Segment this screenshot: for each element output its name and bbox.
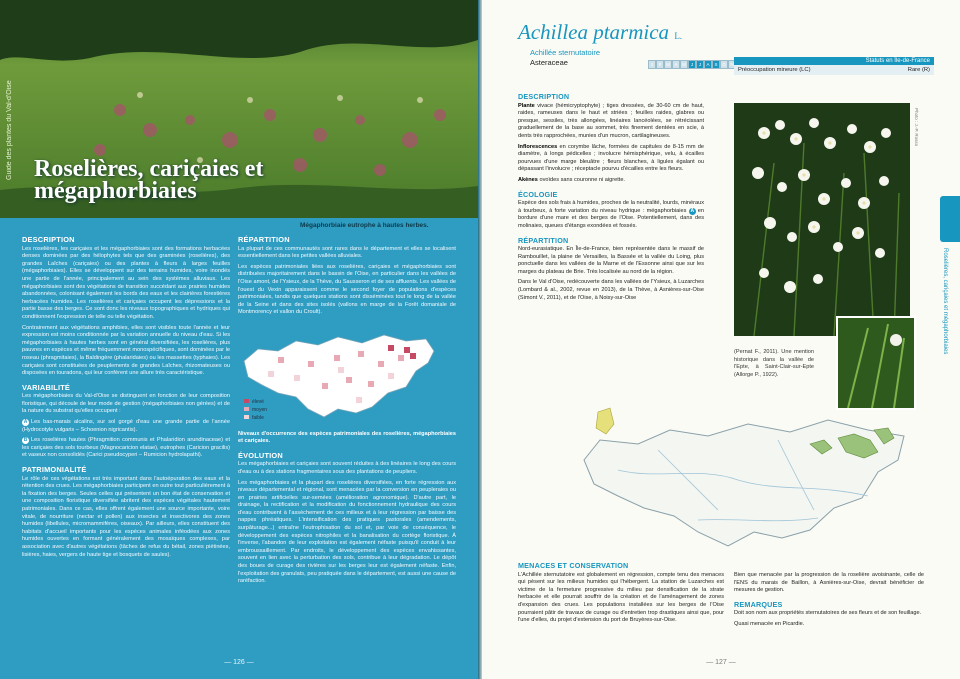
calendar-month-7: J [696,60,704,69]
species-title [518,20,682,45]
menaces-heading: MENACES ET CONSERVATION [518,561,629,570]
menaces-column [518,562,724,628]
legend-swatch-low [244,415,249,419]
legend-swatch-high [244,399,249,403]
rarity-status: Rare (R) [907,67,930,73]
legend-swatch-mid [244,407,249,411]
variabilite-item-b-text: Les roselières hautes (Phragmition communis et Phalaridion arundinaceae) et les cariçaies des sols tourbeux (Magnocaricion elatae), eutrophes (Caricion gracilis) et vaseux non consolidés (Carici pseudocyperi – Rumicion hydrolapathi). [22,437,230,459]
legend-mid-label: moyen [252,406,268,413]
right-page [482,0,960,679]
left-column-2 [238,236,456,589]
status-row [734,65,934,75]
calendar-month-1: J [648,60,656,69]
section-title-line1: Roselières, cariçaies et [34,156,264,182]
distribution-map [578,400,910,560]
threat-status: Préoccupation mineure (LC) [738,67,811,73]
left-page [0,0,478,679]
variabilite-item-b [22,437,230,460]
flowering-calendar [648,60,744,69]
description-p1: Les roselières, les cariçaies et les mégaphorbiaies sont des formations herbacées denses dominées par des hélophytes tels que des graminées (roselières), des grandes Laîches (cariçaies) ou des plantes à fleurs à larges feuilles (mégaphorbiaies). Elles se développent sur des terrains humides, voire inondés une partie de l'année, principalement au sein des systèmes alluviaux. Les mégaphorbiaies sont des végétations de transition succédant aux prairies humides abandonnées, colonisant également les bords des eaux et les clairières forestières herbacées humides. Les roselières et cariçaies occupent les dépressions et la partie basse des berges. Ce sont donc les niveaux topographiques et hydriques qui conditionnent l'expression de telle ou telle végétation. [22,245,230,320]
variabilite-item-a [22,419,230,434]
species-photo [734,103,910,336]
status-heading: Statuts en Île-de-France [734,57,934,65]
section-title [34,158,263,202]
patrimonialite-p1: Le rôle de ces végétations est très important dans l'autoépuration des eaux et la rétention des crues. Les mégaphorbiaies participent en outre tout particulièrement à la fixation des berges. Seules celles qui présentent un bon état de conservation et une composition floristique diversifiée abritent des espèces végétales hautement patrimoniales. Dans ce cas, elles offrent également une source importante, voire vitale, de nourriture (nectar et pollen) aux insectes et insectivores des zones humides (libellules, micromammifères, oiseaux). Par ailleurs, elles constituent des habitats d'accueil importants pour les espèces animales inféodées aux zones humides ouvertes en formant généralement des mosaïques complexes, par association avec d'autres végétations (tâches de refus du bétail, zones piétinées, lisières, haies, vergers de haute tige et bosquets de saules). [22,475,230,558]
ecologie-heading: ÉCOLOGIE [518,189,558,199]
plante-label: Plante [518,102,535,109]
akenes-text: ovoïdes sans couronne ni aigrette. [539,176,625,183]
status-box [734,57,934,81]
akenes-label: Akènes [518,176,538,183]
ecologie-text-end: en bordure d'une mare et des berges de l'Oise. Potentiellement, dans des molinaies, queues d'étangs exondées et fossés. [518,207,704,229]
patrimonialite-heading: PATRIMONIALITÉ [22,465,87,475]
repartition-heading: RÉPARTITION [238,235,290,244]
remarques-p1: Doit son nom aux propriétés sternutatoires de ses fleurs et de son feuillage. [734,610,922,617]
remarques-column [734,572,924,632]
common-name: Achillée sternutatoire [530,48,601,57]
description-p2: Contrairement aux végétations amphibies, elles sont visibles toute l'année et leur expression est moins conditionnée par la variation annuelle du niveau d'eau. Si les mégaphorbiaies à hautes herbes sont en général diversifiées, les roselières, plus pauvres en espèces et même fréquemment monospécifiques, sont dominées par le roseau (phragmitaies), la Baldingère (phalaridaies) ou les massettes (typhaies). Les cariçaies sont constituées de peuplements de grandes Laîches, rhizomateuses ou disposées en touradons, qui leur confèrent une allure très caractéristique. [22,324,230,377]
legend-low-label: faible [252,414,264,421]
variabilite-heading: VARIABILITÉ [22,382,71,392]
calendar-month-6: J [688,60,696,69]
left-column-1 [22,236,230,562]
variabilite-item-a-text: Les bas-marais alcalins, sur sol gorgé d'eau une grande partie de l'année (Hydrocotyle vulgaris – Schoenion nigricantis). [22,419,230,433]
evolution-heading: ÉVOLUTION [238,450,283,460]
section-title-line2: mégaphorbiaies [34,178,197,204]
menaces-p2: Bien que menacée par la progression de la roselière avoisinante, celle de l'ENS du marais de Baillon, à Asnières-sur-Oise, devrait bénéficier de mesures de gestion. [734,572,924,594]
infl-label: Inflorescences [518,143,558,150]
sp-repartition-p1: Nord-eurasiatique. En Île-de-France, bien représentée dans le massif de Rambouillet, la plaine de Versailles, la Bassée et la vallée du Loing, plus ponctuelle dans les vallées de la Marne et de l'Essonne ainsi que sur les marges du plateau de Brie. Très localisée au nord de la région. [518,246,704,275]
plante-text: vivace (hémicryptophyte) ; tiges dressées, de 30-60 cm de haut, raides, rameuses dans le haut et striées ; feuilles raides, glabres ou presque, sessiles, très allongées, linéaires lancéolées, se rétrécissant graduellement de la base au sommet, très finement dentées en scie, à dents très rapprochées, munies d'un mucron, cartilagineuses. [518,102,704,139]
repartition-p1: La plupart de ces communautés sont rares dans le département et elles se localisent essentiellement dans les petites vallées alluviales. [238,245,456,260]
description-heading: DESCRIPTION [22,235,75,244]
calendar-month-4: A [672,60,680,69]
page-number-left: — 126 — [224,659,254,666]
sp-repartition-heading: RÉPARTITION [518,235,569,245]
section-side-tab-label: Roselières, cariçaies et mégaphorbiaies [942,248,948,355]
side-running-text: Guide des plantes du Val-d'Oise [6,80,13,180]
species-inset-photo [836,316,916,410]
occurrence-map-caption: Niveaux d'occurrence des espèces patrimoniales des roselières, mégaphorbiaies et cariçaies. [238,430,456,445]
calendar-month-10: O [720,60,728,69]
section-side-tab[interactable] [940,196,960,242]
infl-text: en corymbe lâche, formées de capitules de 8-15 mm de diamètre, à longs pédicelles ; involucre hémisphérique, velu, à écailles pourvues d'une marge bleuâtre ; fleurs blanches, à ligules égalant ou dépassant l'involucre ; réceptacle pourvu d'écailles entre les fleurs. [518,143,704,173]
family-name: Asteraceae [530,58,568,67]
sp-description-akenes [518,177,704,185]
marker-a-icon: A [23,419,28,426]
ecologie-text: Espèce des sols frais à humides, proches de la neutralité, lourds, minéraux à tourbeux, à forte variation du niveau hydrique : mégaphorbiaies [518,200,704,214]
calendar-month-2: F [656,60,664,69]
remarques-heading: REMARQUES [734,599,783,609]
sp-repartition-p2: Dans le Val d'Oise, redécouverte dans les vallées de l'Ysieux, à Luzarches (Lombard & al., 2002, revue en 2013), de la Thève, à Asnières-sur-Oise (Simont V., 2011), et de l'Oise, à Noisy-sur-Oise [518,279,704,301]
sp-description-plante [518,103,704,141]
calendar-month-8: A [704,60,712,69]
repartition-p2: Les espèces patrimoniales liées aux roselières, cariçaies et mégaphorbiaies sont distribuées majoritairement dans le bassin de l'Oise, en particulier dans les vallées de l'Oise amont, de l'Ysieux, de la Thève, du Sausseron et de ses affluents. Les vallées de l'ouest du Vexin apparaissent comme le second foyer de populations d'espèces patrimoniales, tandis que quelques stations sont disséminées tout le long de la vallée de la Seine et dans des sites isolés (vallons en marge de la Forêt domaniale de Montmorency et vallon du Croult). [238,263,456,316]
historic-mention: (Pernat F., 2011). Une mention historique dans la vallée de l'Epte, à Saint-Clair-sur-Epte (Allorge P., 1922). [734,349,814,378]
variabilite-intro: Les mégaphorbiaies du Val-d'Oise se distinguent en fonction de leur composition floristique, qui découle de leur mode de gestion (mégaphorbiaies non gérées) et de la nature du substrat qu'elles occupent : [22,393,230,415]
species-author: L. [674,31,683,41]
marker-b-icon: B [23,437,28,444]
calendar-month-5: M [680,60,688,69]
species-text-column [518,93,704,305]
legend-high-label: élevé [252,398,264,405]
calendar-month-9: S [712,60,720,69]
menaces-p1: L'Achillée sternutatoire est globalement en régression, compte tenu des menaces qui pèsent sur les milieux humides qui l'hébergent. La station de Luzarches est victime de la fermeture progressive du milieu par densification de la strate herbacée et elle pourrait souffrir de la création et de l'aménagement de zones d'expansion des crues. Les populations installées sur les berges de l'Oise pourraient pâtir de travaux de curage ou d'entretien trop drastiques ainsi que, pour l'une d'elles, du projet d'extension du port de Bruyères-sur-Oise. [518,571,724,624]
remarques-p2: Quasi menacée en Picardie. [734,620,805,627]
photo-credit: Photo : J.-P. Rosso [914,108,919,147]
calendar-month-3: M [664,60,672,69]
marker-a-icon: A [690,207,695,214]
sp-description-heading: DESCRIPTION [518,92,570,101]
hero-photo [0,0,478,218]
ecologie-p1 [518,200,704,230]
page-number-right: — 127 — [706,659,736,666]
evolution-p2: Les mégaphorbiaies et la plupart des roselières diversifiées, en forte régression aux niveaux départemental et régional, sont menacées par la conversion en peupleraies ou en prairies artificielles sur-semées (amélioration agronomique). D'autre part, le drainage, la rectification et la modification du fonctionnement hydraulique des cours d'eau contribuent à l'assèchement de ces milieux et à leur régression par baisse des nappes phréatiques. L'intensification des pratiques pastorales (amendements, surpâturage...) entraîne l'eutrophisation du sol et, par voie de conséquence, le développement des espèces nitrophiles et la banalisation du cortège floristique. À l'inverse, l'abandon de leur exploitation est également néfaste puisqu'il conduit à leur embroussaillement. Par endroits, le développement des espèces envahissantes, souvent en lien avec la perturbation des sols, contribue à leur dégradation. Le dépôt des boues de curage des rivières sur les berges leur est également néfaste. Enfin, l'exploitation des granulats, peu pratiquée dans le département, est aussi une cause de raréfaction. [238,479,456,585]
hero-caption: Mégaphorbiaie eutrophe à hautes herbes. [300,222,429,229]
evolution-p1: Les mégaphorbiaies et cariçaies sont souvent réduites à des linéaires le long des cours d'eau ou à des stations fragmentaires sous des plantations de peupliers. [238,461,456,475]
occurrence-map [238,321,456,429]
calendar-month-11: N [728,60,736,69]
species-name: Achillea ptarmica [518,20,670,44]
sp-description-infl [518,144,704,174]
